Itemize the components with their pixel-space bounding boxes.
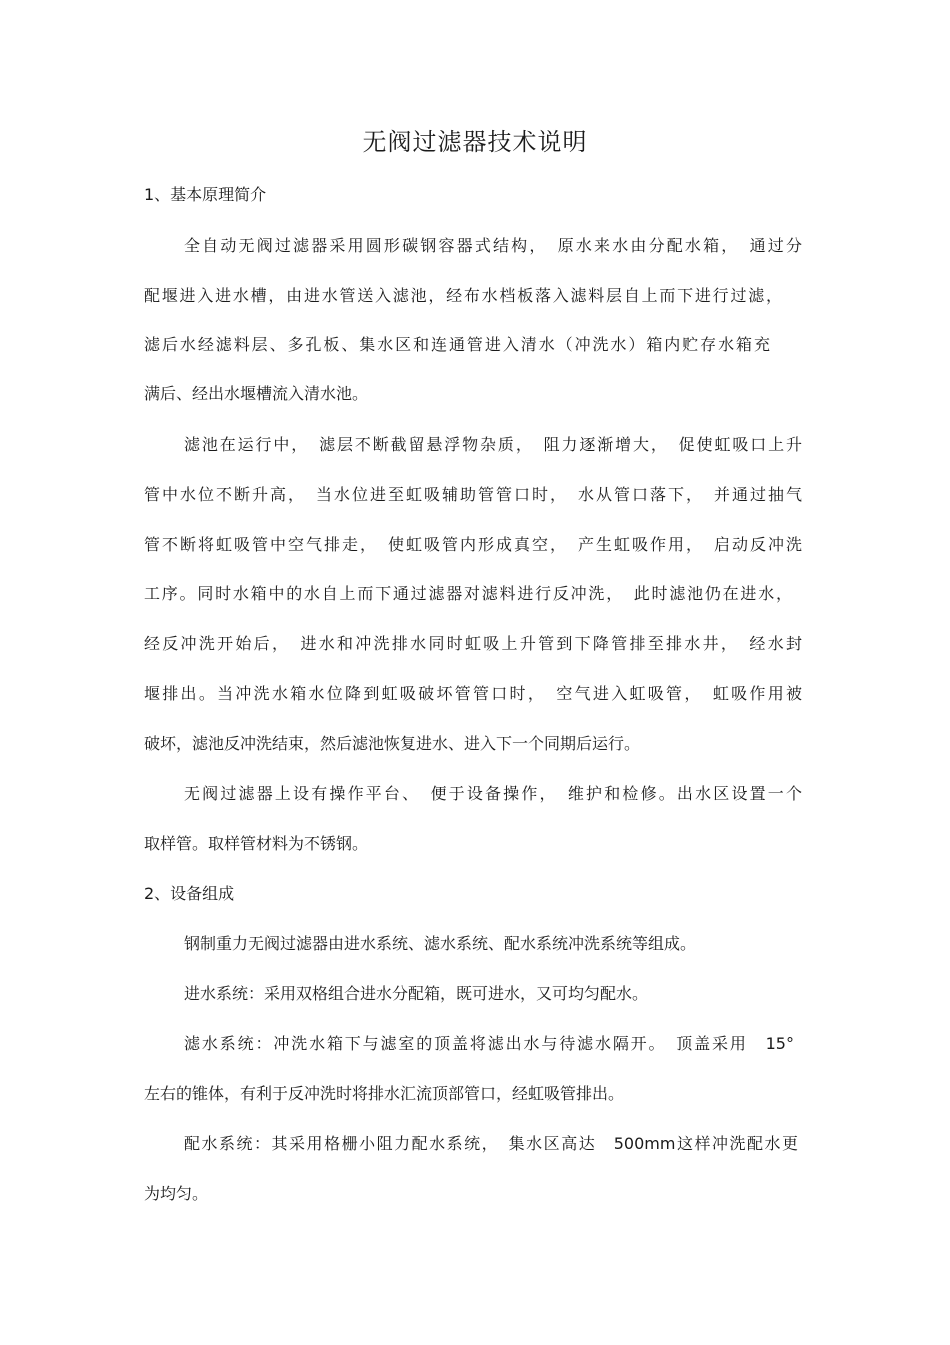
- s1-p1-line-2: 配堰进入进水槽，由进水管送入滤池，经布水档板落入滤料层自上而下进行过滤，: [144, 286, 782, 305]
- s2-p3-line-2: 左右的锥体，有利于反冲洗时将排水汇流顶部管口，经虹吸管排出。: [144, 1084, 625, 1103]
- page-title: 无阀过滤器技术说明: [362, 128, 588, 156]
- s1-p2-line-3: 管不断将虹吸管中空气排走， 使虹吸管内形成真空， 产生虹吸作用， 启动反冲洗: [144, 535, 802, 554]
- s1-p2-line-1: 滤池在运行中， 滤层不断截留悬浮物杂质， 阻力逐渐增大， 促使虹吸口上升: [184, 435, 802, 454]
- s2-p1: 钢制重力无阀过滤器由进水系统、滤水系统、配水系统冲洗系统等组成。: [184, 934, 697, 953]
- s1-p1-line-4: 满后、经出水堰槽流入清水池。: [144, 384, 369, 403]
- s2-p3-line-1: 滤水系统：冲洗水箱下与滤室的顶盖将滤出水与待滤水隔开。 顶盖采用 15°: [184, 1034, 794, 1053]
- s1-p1-line-3: 滤后水经滤料层、多孔板、集水区和连通管进入清水（冲洗水）箱内贮存水箱充: [144, 335, 770, 354]
- section-2-heading: 2、设备组成: [144, 884, 235, 903]
- s1-p2-line-4: 工序。同时水箱中的水自上而下通过滤器对滤料进行反冲洗， 此时滤池仍在进水，: [144, 584, 792, 603]
- s1-p3-line-2: 取样管。取样管材料为不锈钢。: [144, 834, 369, 853]
- s2-p4-line-2: 为均匀。: [144, 1184, 209, 1203]
- s1-p2-line-2: 管中水位不断升高， 当水位进至虹吸辅助管管口时， 水从管口落下， 并通过抽气: [144, 485, 802, 504]
- s2-p2: 进水系统：采用双格组合进水分配箱，既可进水，又可均匀配水。: [184, 984, 649, 1003]
- s1-p2-line-5: 经反冲洗开始后， 进水和冲洗排水同时虹吸上升管到下降管排至排水井， 经水封: [144, 634, 802, 653]
- section-1-heading: 1、基本原理简介: [144, 185, 267, 204]
- s1-p1-line-1: 全自动无阀过滤器采用圆形碳钢容器式结构， 原水来水由分配水箱， 通过分: [184, 236, 802, 255]
- s1-p2-line-7: 破坏，滤池反冲洗结束，然后滤池恢复进水、进入下一个同期后运行。: [144, 734, 641, 753]
- s2-p4-line-1: 配水系统：其采用格栅小阻力配水系统， 集水区高达 500mm这样冲洗配水更: [184, 1134, 798, 1153]
- s1-p2-line-6: 堰排出。当冲洗水箱水位降到虹吸破坏管管口时， 空气进入虹吸管， 虹吸作用被: [144, 684, 802, 703]
- s1-p3-line-1: 无阀过滤器上设有操作平台、 便于设备操作， 维护和检修。出水区设置一个: [184, 784, 802, 803]
